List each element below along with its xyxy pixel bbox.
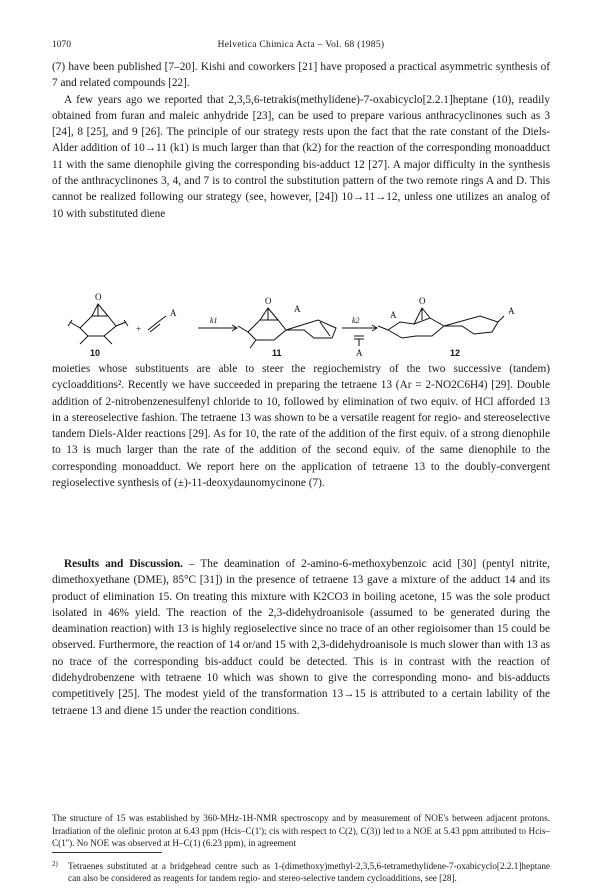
atom-label: A: [508, 306, 515, 316]
rate-label-k1: k1: [210, 316, 218, 325]
plus-sign: +: [136, 324, 142, 334]
compound-label: 12: [450, 348, 461, 358]
atom-label: O: [95, 292, 102, 302]
atom-label: A: [170, 308, 177, 318]
page-header: [52, 40, 550, 54]
compound-label: 11: [272, 348, 282, 358]
text-block: A few years ago we reported that 2,3,5,6-tetrakis(methylidene)-7-oxabicyclo[2.2.1]heptane (10), readily obtained from furan and maleic anhydride [23], can be used to prepare various anthracyclinones such as 3 [24], 8 [25], and 9 [26]. The principle of our strategy rests upon the fact that the rate constant of the Diels-Alder addition of 10→11 (k1) is much larger than that (k2) for the reaction of the corresponding monoadduct 11 with the same dienophile giving the corresponding bis-adduct 12 [27]. A major difficulty in the synthesis of the anthracyclinones 3, 4, and 7 is to control the substitution pattern of the two remote rings A and D. This cannot be realized following our strategy (see, however, [24]) 10→11→12, unless one utilizes an analog of 10 with substituted diene: [52, 93, 550, 220]
atom-label: A: [294, 304, 301, 314]
atom-label: O: [419, 296, 426, 306]
atom-label: O: [265, 296, 272, 306]
paragraph-tetraene: moieties whose substituents are able to steer the regiochemistry of the two successive (tandem) cycloadditions². Recently we have succeeded in preparing the tetraene 13 (Ar = 2-NO2C6H4) [29]. Double addition of 2-nitrobenzenesulfenyl chloride to 10, followed by elimination of two equiv. of HCl afforded 13 in a stereoselective fashion. The tetraene 13 was shown to be a versatile reagent for regio- and stereoselective tandem Diels-Alder reactions [29]. As for 10, the rate of the addition of the first equiv. of a strong dienophile to 13 is much larger than the rate of the addition of the second equiv. of the same dienophile to the corresponding monoadduct. We report here on the application of tetraene 13 to the doubly-convergent regioselective synthesis of (±)-11-deoxydaunomycinone (7).: [52, 363, 550, 490]
dienophile-structure: [148, 316, 166, 332]
journal-title: Helvetica Chimica Acta – Vol. 68 (1985): [217, 40, 385, 50]
footnote-mark: 2): [52, 860, 58, 868]
atom-label: A: [390, 310, 397, 320]
text-block: – The deamination of 2-amino-6-methoxybenzoic acid [30] (pentyl nitrite, dimethoxyethane (DME), 85°C [31]) in the presence of tetraene 13 gave a mixture of the adduct 14 and its product of elimination 15. On treating this mixture with K2CO3 in boiling acetone, 15 was the sole product isolated in 46% yield. The reaction of the 2,3-didehydroanisole (assumed to be generated during the deamination reaction) with 13 is highly regioselective since no trace of an other regioisomer than 15 could be observed. Furthermore, the reaction of 14 or/and 15 with 2,3-didehydroanisole is much slower than with 13 as no trace of the corresponding bis-adduct could be detected. This is in contrast with the reaction of didehydrobenzene with tetraene 10 which was shown to give the corresponding mono- and bis-adducts competitively [25]. The modest yield of the transformation 13→15 is attributed to a certain lability of the tetraene 13 and diene 15 under the reaction conditions.: [52, 558, 550, 717]
compound-10-structure: [68, 304, 128, 344]
reaction-scheme: [52, 286, 550, 358]
paragraph-intro: [52, 59, 550, 222]
page-number: 1070: [52, 40, 71, 50]
paragraph-results: [52, 556, 550, 719]
text-block: (7) have been published [7–20]. Kishi and coworkers [21] have proposed a practical asymmetric synthesis of 7 and related compounds [22].: [52, 61, 550, 90]
compound-12-structure: [378, 308, 504, 338]
footnote-text: Tetraenes substituted at a bridgehead centre such as 1-(dimethoxy)methyl-2,3,5,6-tetramethylidene-7-oxabicyclo[2.2.1]heptane can also be considered as reagents for tandem regio- and stereo-selective tandem cycloadditions, see [28].: [68, 861, 550, 884]
compound-label: 10: [90, 348, 101, 358]
rate-label-k2: k2: [352, 316, 360, 325]
section-heading: Results and Discussion.: [64, 558, 183, 570]
atom-label: A: [356, 348, 363, 358]
footnote: [52, 860, 550, 885]
footnote-rule: [52, 852, 162, 853]
paragraph-nmr: The structure of 15 was established by 360-MHz-1H-NMR spectroscopy and by measurement of NOE's between adjacent protons. Irradiation of the olefinic proton at 6.43 ppm (Hcis–C(1'); cis with respect to C(2), C(3)) led to a NOE at 5.43 ppm attributed to Hcis–C(1''). No NOE was observed at H–C(1) (6.23 ppm), in agreement: [52, 813, 550, 849]
compound-11-structure: [238, 308, 336, 348]
